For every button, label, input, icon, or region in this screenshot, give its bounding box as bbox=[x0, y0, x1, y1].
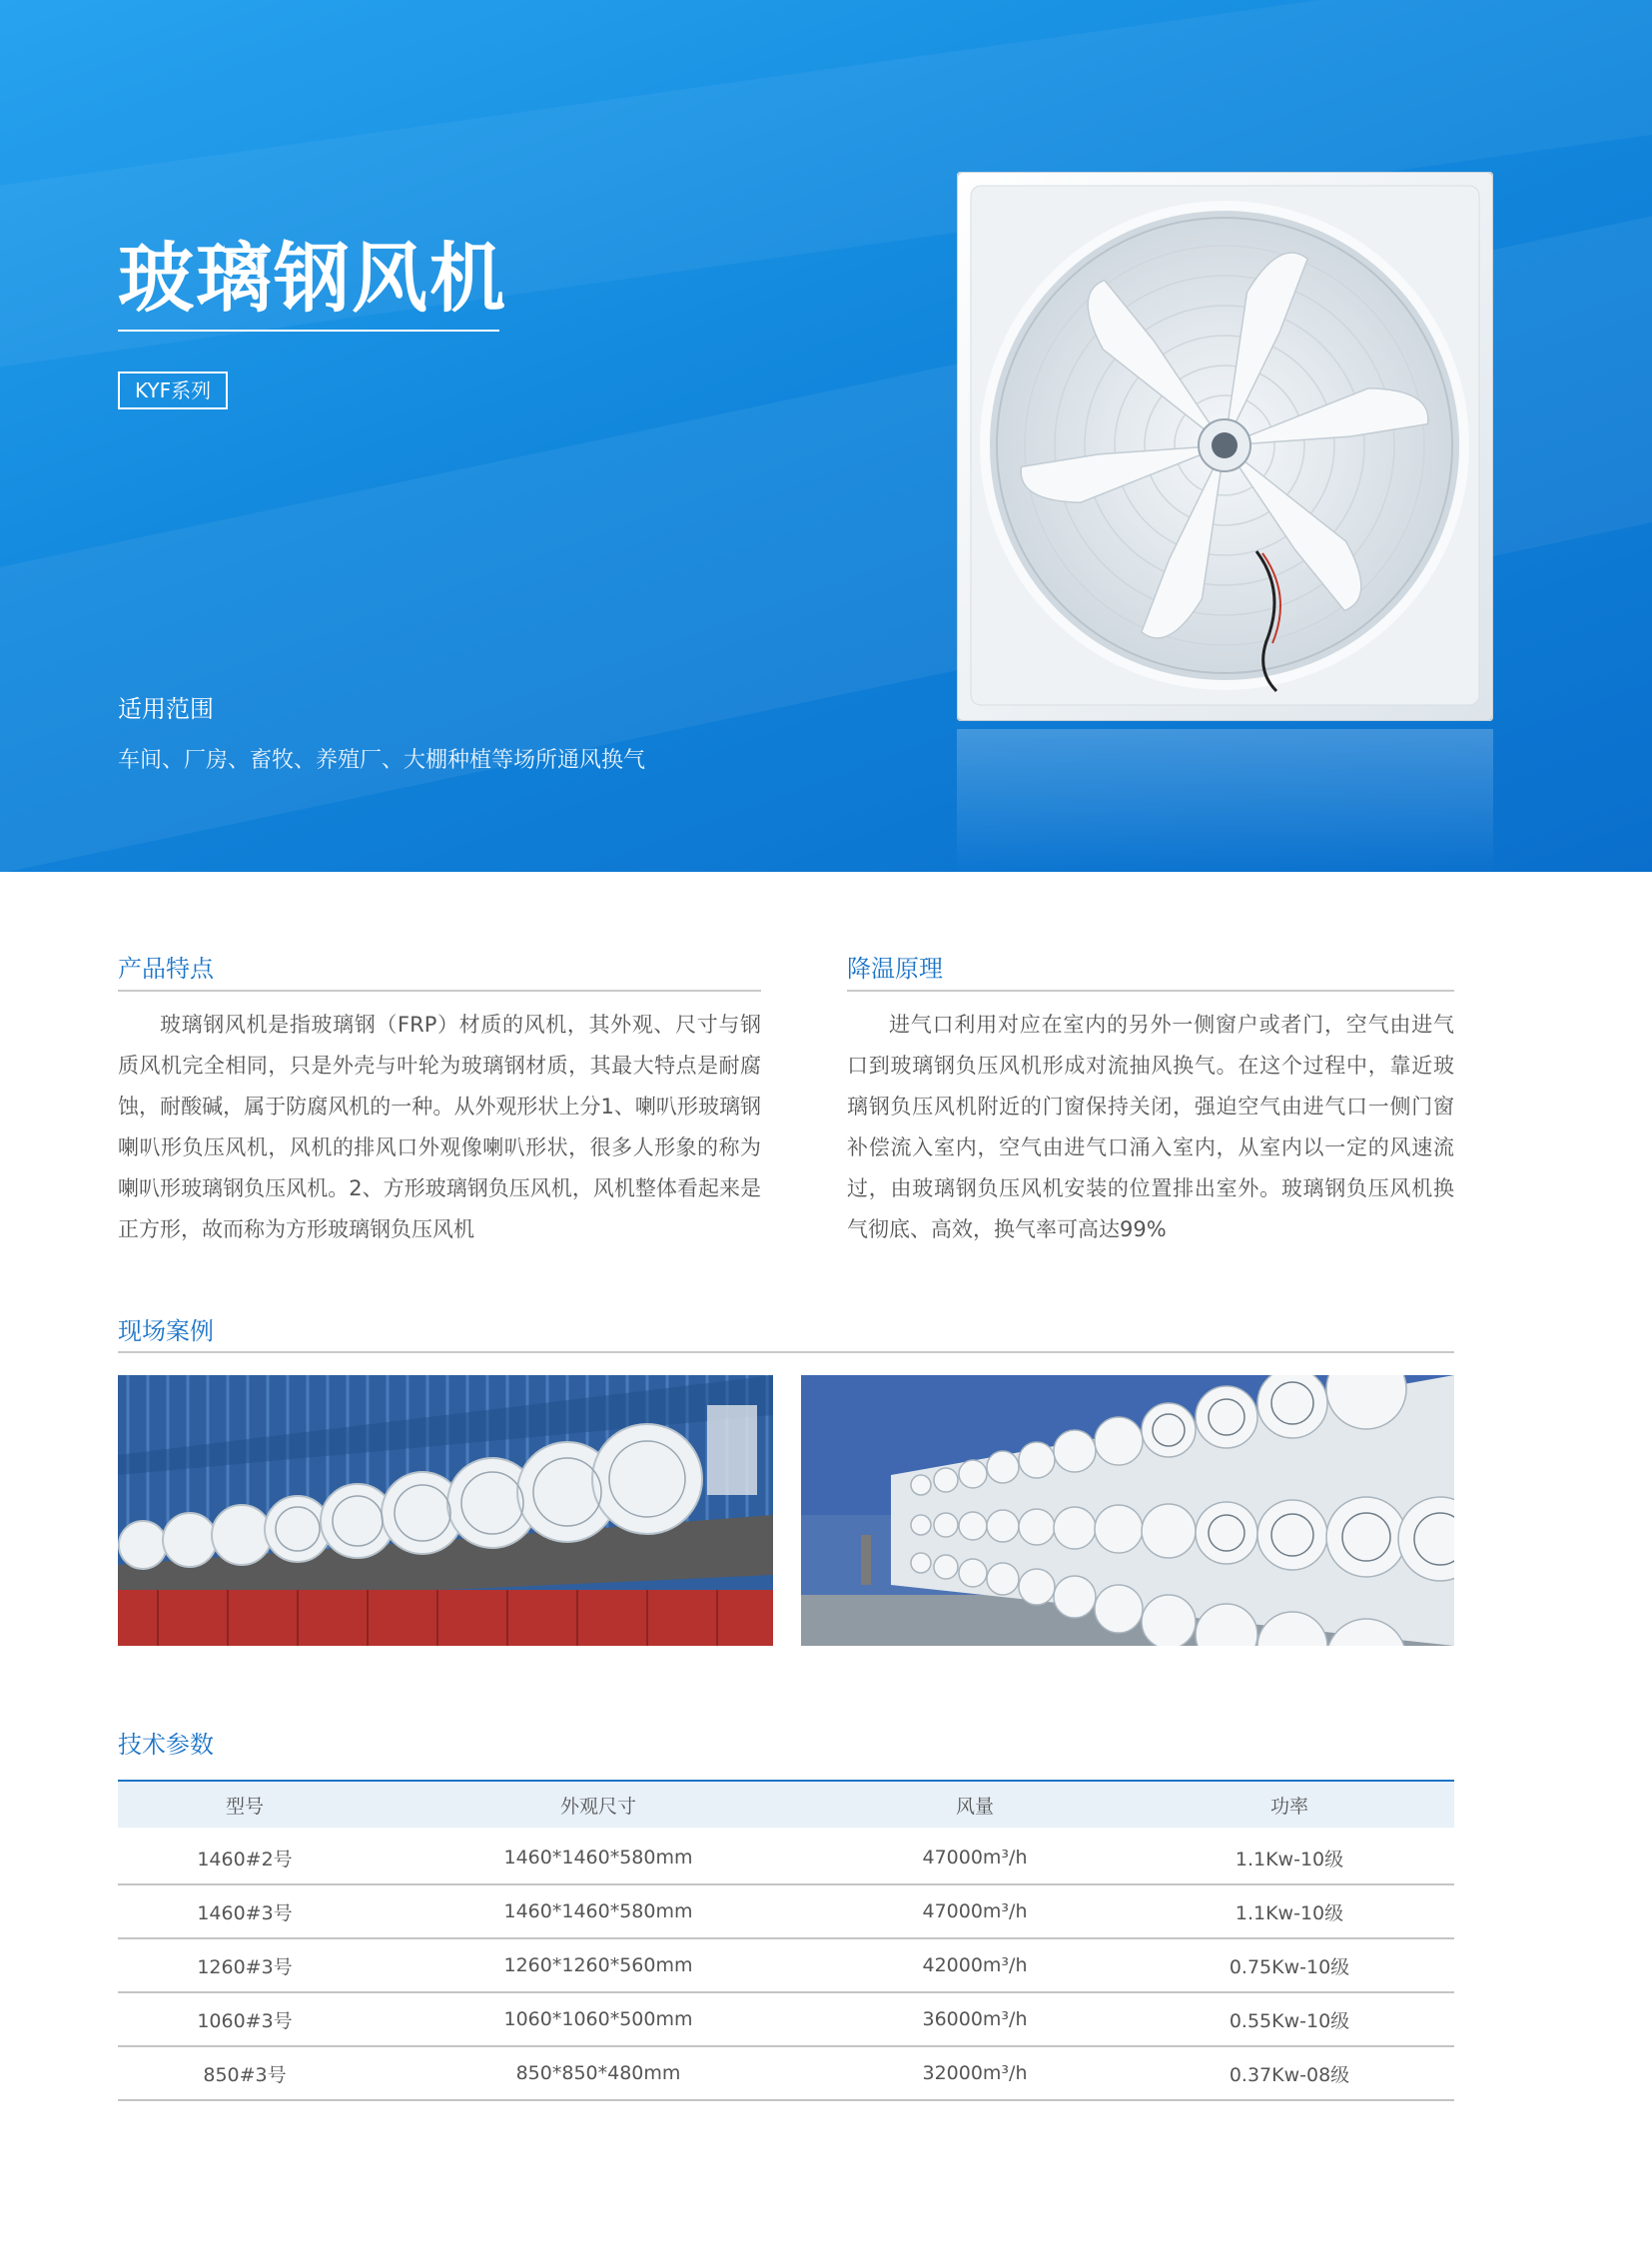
cases-divider bbox=[118, 1351, 1454, 1353]
airflow-cell: 47000m³/h bbox=[922, 1847, 1028, 1868]
series-badge: KYF系列 bbox=[118, 372, 228, 409]
cooling-heading: 降温原理 bbox=[847, 955, 943, 983]
table-row bbox=[118, 1832, 1454, 1885]
specs-heading: 技术参数 bbox=[118, 1731, 214, 1759]
model-cell: 1460#2号 bbox=[197, 1848, 293, 1870]
table-row bbox=[118, 1939, 1454, 1993]
power-cell: 0.75Kw-10级 bbox=[1229, 1955, 1350, 1978]
scope-text: 车间、厂房、畜牧、养殖厂、大棚种植等场所通风换气 bbox=[118, 748, 646, 773]
airflow-cell: 32000m³/h bbox=[922, 2062, 1028, 2084]
power-cell: 1.1Kw-10级 bbox=[1235, 1901, 1344, 1924]
power-cell: 1.1Kw-10级 bbox=[1235, 1848, 1344, 1870]
model-cell: 850#3号 bbox=[203, 2063, 287, 2086]
model-cell: 1060#3号 bbox=[197, 2009, 293, 2032]
case-photo-fan-wall bbox=[801, 1375, 1454, 1646]
model-cell: 1460#3号 bbox=[197, 1901, 293, 1924]
features-divider bbox=[118, 990, 761, 992]
dimensions-cell: 850*850*480mm bbox=[515, 2062, 681, 2084]
dimensions-cell: 1060*1060*500mm bbox=[503, 2008, 693, 2030]
case-photo-warehouse bbox=[118, 1375, 773, 1646]
specs-header-airflow: 风量 bbox=[955, 1795, 994, 1818]
cases-heading: 现场案例 bbox=[118, 1317, 214, 1345]
specs-header-power: 功率 bbox=[1269, 1795, 1308, 1818]
airflow-cell: 36000m³/h bbox=[922, 2008, 1028, 2030]
model-cell: 1260#3号 bbox=[197, 1955, 293, 1978]
features-heading: 产品特点 bbox=[118, 955, 214, 983]
power-cell: 0.37Kw-08级 bbox=[1229, 2063, 1350, 2086]
scope-label: 适用范围 bbox=[118, 695, 214, 723]
fan-product-image bbox=[957, 172, 1493, 721]
specs-header-dimensions: 外观尺寸 bbox=[559, 1795, 636, 1818]
table-row bbox=[118, 1885, 1454, 1939]
fan-reflection bbox=[957, 729, 1493, 872]
hero-banner bbox=[0, 0, 1652, 872]
cooling-divider bbox=[847, 990, 1454, 992]
specs-header-model: 型号 bbox=[225, 1795, 264, 1818]
table-row bbox=[118, 1993, 1454, 2047]
dimensions-cell: 1460*1460*580mm bbox=[503, 1900, 693, 1922]
power-cell: 0.55Kw-10级 bbox=[1229, 2009, 1350, 2032]
title-divider bbox=[118, 330, 499, 332]
table-row bbox=[118, 2047, 1454, 2101]
dimensions-cell: 1460*1460*580mm bbox=[503, 1847, 693, 1868]
dimensions-cell: 1260*1260*560mm bbox=[503, 1954, 693, 1976]
features-paragraph: 玻璃钢风机是指玻璃钢（FRP）材质的风机，其外观、尺寸与钢质风机完全相同，只是外壳与叶轮为玻璃钢材质，其最大特点是耐腐蚀，耐酸碱，属于防腐风机的一种。从外观形状上分1、喇叭形玻璃钢喇叭形负压风机，风机的排风口外观像喇叭形状，很多人形象的称为喇叭形玻璃钢负压风机。2、方形玻璃钢负压风机，风机整体看起来是正方形，故而称为方形玻璃钢负压风机 bbox=[118, 1013, 761, 1241]
specs-header-row bbox=[118, 1782, 1454, 1828]
page-title: 玻璃钢风机 bbox=[118, 234, 507, 323]
airflow-cell: 47000m³/h bbox=[922, 1900, 1028, 1922]
airflow-cell: 42000m³/h bbox=[922, 1954, 1028, 1976]
cooling-paragraph: 进气口利用对应在室内的另外一侧窗户或者门，空气由进气口到玻璃钢负压风机形成对流抽风换气。在这个过程中，靠近玻璃钢负压风机附近的门窗保持关闭，强迫空气由进气口一侧门窗补偿流入室内，空气由进气口涌入室内，从室内以一定的风速流过，由玻璃钢负压风机安装的位置排出室外。玻璃钢负压风机换气彻底、高效，换气率可高达99% bbox=[847, 1013, 1454, 1241]
